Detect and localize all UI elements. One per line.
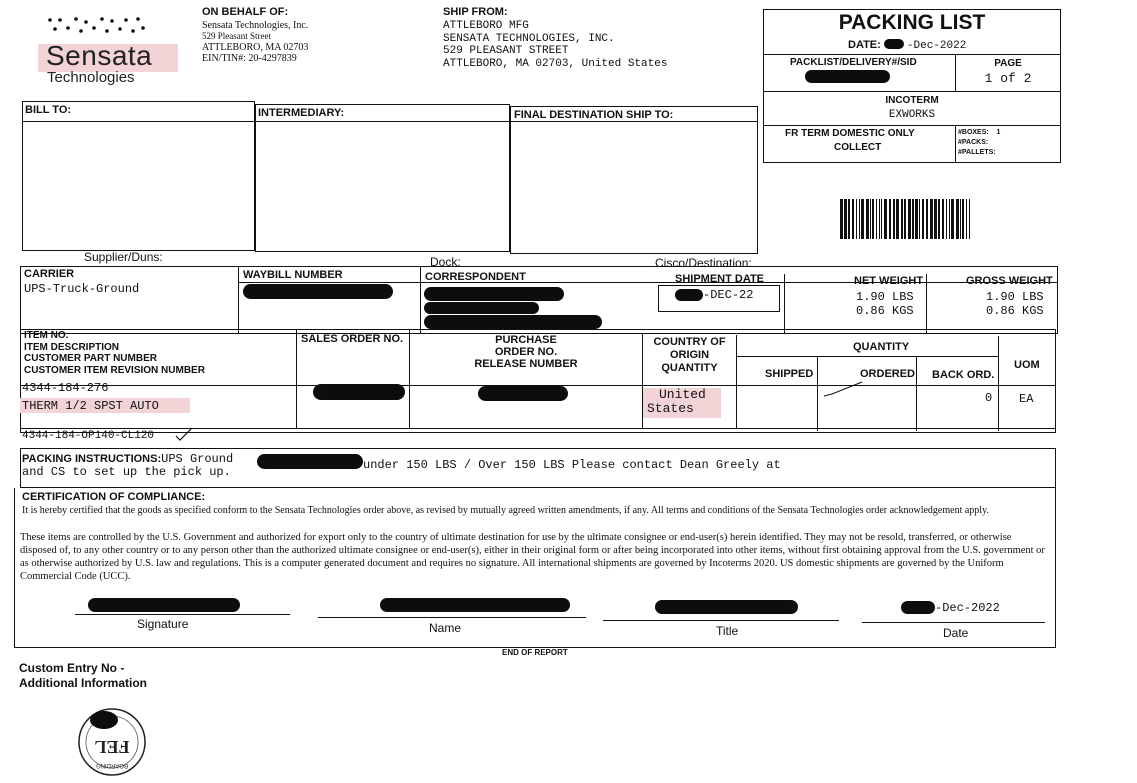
packing-list-title: PACKING LIST xyxy=(838,11,986,34)
shipped-header: SHIPPED xyxy=(765,368,814,380)
barcode-bar xyxy=(912,199,914,239)
svg-text:BOARDING: BOARDING xyxy=(95,762,129,768)
back-ord-value: 0 xyxy=(985,391,993,405)
divider xyxy=(763,91,1061,92)
barcode-bar xyxy=(889,199,891,239)
country-header xyxy=(643,336,736,375)
divider xyxy=(736,335,737,429)
bill-to-box xyxy=(22,101,255,251)
intermediary-label: INTERMEDIARY: xyxy=(258,107,345,119)
purchase-header-2: ORDER NO. xyxy=(494,346,558,358)
cust-rev-header: CUSTOMER ITEM REVISION NUMBER xyxy=(24,364,205,376)
gross-lbs: 1.90 LBS xyxy=(986,290,1044,304)
barcode-bar xyxy=(915,199,918,239)
barcode-bar xyxy=(938,199,940,239)
title-line xyxy=(603,620,839,621)
incoterm-value: EXWORKS xyxy=(888,109,936,121)
divider xyxy=(22,121,758,122)
page-value: 1 of 2 xyxy=(984,71,1032,86)
certification-title: CERTIFICATION OF COMPLIANCE: xyxy=(22,491,206,503)
title-label: Title xyxy=(716,624,739,638)
divider xyxy=(916,356,917,431)
boxes-label: #BOXES: xyxy=(958,129,989,136)
purchase-header-3: RELEASE NUMBER xyxy=(474,358,578,370)
ship-from-line: 529 PLEASANT STREET xyxy=(443,45,569,57)
item-desc-header: ITEM DESCRIPTION xyxy=(24,341,120,353)
packs-label: #PACKS: xyxy=(958,139,989,146)
packing-line1-rest: under 150 LBS / Over 150 LBS Please contact Dean Greely at xyxy=(363,458,781,472)
barcode-bar xyxy=(852,199,854,239)
packing-line2: and CS to set up the pick up. xyxy=(22,465,231,479)
barcode-bar xyxy=(848,199,850,239)
barcode-bar xyxy=(856,199,857,239)
end-of-report: END OF REPORT xyxy=(502,648,568,657)
signature-label: Signature xyxy=(137,617,189,631)
name-label: Name xyxy=(429,621,462,635)
divider xyxy=(763,125,1061,126)
divider xyxy=(998,336,999,431)
gross-kgs: 0.86 KGS xyxy=(986,304,1044,318)
cust-part-header: CUSTOMER PART NUMBER xyxy=(24,353,157,364)
on-behalf-line: Sensata Technologies, Inc. xyxy=(202,20,309,31)
gross-weight-label: GROSS WEIGHT xyxy=(966,275,1053,287)
svg-text:FEL: FEL xyxy=(94,737,130,757)
quantity-header: QUANTITY xyxy=(853,341,910,353)
on-behalf-line: ATTLEBORO, MA 02703 xyxy=(202,42,309,53)
item-no-header: ITEM NO. xyxy=(24,330,69,341)
purchase-header xyxy=(410,334,642,370)
country-value-2: States xyxy=(647,401,694,416)
supplier-duns-label: Supplier/Duns: xyxy=(84,250,163,264)
certification-para2: These items are controlled by the U.S. Government and authorized for export only to the country of ultimate destination for use by the ultimate consignee or end-user(s) herein identified. They may not be resold, transferred, or otherwise disposed of, to any other country or to any person other than the authorized ultimate consignee or end-user(s), either in their original form or after being incorporated into other items, without first obtaining approval from the U.S. government or as otherwise authorized by U.S. law and regulations. This is a computer generated document and requires no signature. All international shipments are governed by Incoterms 2020. US domestic shipments are governed by the Uniform Commercial Code (UCC). xyxy=(20,532,1045,582)
divider xyxy=(817,356,818,431)
barcode-bar xyxy=(946,199,947,239)
barcode-bar xyxy=(966,199,967,239)
checkmark-icon xyxy=(822,380,864,405)
barcode-bar xyxy=(901,199,903,239)
barcode-bar xyxy=(876,199,877,239)
on-behalf-label: ON BEHALF OF: xyxy=(202,6,289,18)
redaction xyxy=(424,287,564,301)
redaction xyxy=(424,315,602,329)
barcode-bar xyxy=(930,199,933,239)
on-behalf-line: EIN/TIN#: 20-4297839 xyxy=(202,53,297,64)
barcode-bar xyxy=(904,199,906,239)
net-kgs: 0.86 KGS xyxy=(856,304,914,318)
on-behalf-address xyxy=(202,20,308,64)
logo-name: Sensata xyxy=(46,40,153,71)
ship-from-line: ATTLEBORO, MA 02703, United States xyxy=(443,57,668,70)
redaction xyxy=(88,598,240,612)
redaction xyxy=(478,386,568,401)
barcode-bar xyxy=(956,199,959,239)
box-counts xyxy=(958,128,1000,158)
custom-entry-label: Custom Entry No - xyxy=(19,661,125,675)
logo-dots xyxy=(46,15,146,37)
divider xyxy=(238,266,239,334)
packlist-label: PACKLIST/DELIVERY#/SID xyxy=(790,57,917,68)
date-line xyxy=(848,38,966,52)
packing-line1 xyxy=(22,451,233,466)
redaction xyxy=(675,289,703,301)
ship-from-line: ATTLEBORO MFG xyxy=(443,20,529,32)
intermediary-box xyxy=(255,104,510,252)
barcode-bar xyxy=(922,199,924,239)
redaction xyxy=(655,600,798,614)
ship-from-line: SENSATA TECHNOLOGIES, INC. xyxy=(443,32,615,45)
barcode-bar xyxy=(949,199,950,239)
net-lbs: 1.90 LBS xyxy=(856,290,914,304)
divider xyxy=(926,274,927,334)
country-header-1: COUNTRY OF xyxy=(653,336,726,348)
barcode-bar xyxy=(866,199,869,239)
uom-value: EA xyxy=(1019,392,1034,406)
redaction xyxy=(424,302,539,314)
fr-term-line1: FR TERM DOMESTIC ONLY xyxy=(785,128,915,139)
country-header-2: ORIGIN xyxy=(669,349,710,361)
logo-sub: Technologies xyxy=(47,69,135,86)
carrier-label: CARRIER xyxy=(24,268,75,280)
ship-from-address xyxy=(443,20,667,70)
date-line-sign xyxy=(862,622,1045,623)
barcode-bar xyxy=(926,199,928,239)
date-value: -Dec-2022 xyxy=(906,40,967,52)
barcode xyxy=(838,199,974,239)
barcode-bar xyxy=(934,199,937,239)
boxes-value: 1 xyxy=(996,129,1001,136)
cisco-dest-label: Cisco/Destination: xyxy=(655,256,752,270)
carrier-value: UPS-Truck-Ground xyxy=(24,282,140,296)
redaction xyxy=(805,70,890,83)
country-header-3: QUANTITY xyxy=(661,362,718,374)
ship-date-value: -DEC-22 xyxy=(703,288,754,302)
back-ord-header: BACK ORD. xyxy=(932,369,995,381)
name-line xyxy=(318,617,586,618)
redaction xyxy=(313,384,405,400)
redaction xyxy=(257,454,363,469)
divider xyxy=(238,282,1058,283)
item-no-value: 4344-184-276 xyxy=(22,381,109,395)
redaction xyxy=(884,39,904,49)
barcode-bar xyxy=(893,199,895,239)
redaction xyxy=(901,601,935,614)
barcode-bar xyxy=(969,199,970,239)
country-value-1: United xyxy=(659,387,706,402)
ship-from-label: SHIP FROM: xyxy=(443,6,508,18)
divider xyxy=(420,266,421,334)
final-dest-label: FINAL DESTINATION SHIP TO: xyxy=(514,109,674,121)
purchase-header-1: PURCHASE xyxy=(495,334,557,346)
barcode-bar xyxy=(942,199,944,239)
barcode-bar xyxy=(881,199,882,239)
barcode-bar xyxy=(859,199,860,239)
ship-date-label: SHIPMENT DATE xyxy=(675,273,765,285)
net-weight-label: NET WEIGHT xyxy=(854,275,924,287)
country-value xyxy=(647,388,706,416)
divider xyxy=(955,125,956,163)
divider xyxy=(736,356,998,357)
item-description: THERM 1/2 SPST AUTO xyxy=(22,399,159,413)
barcode-bar xyxy=(919,199,920,239)
inspection-stamp xyxy=(74,704,150,778)
divider xyxy=(784,274,785,334)
additional-info-label: Additional Information xyxy=(19,676,147,690)
divider xyxy=(763,54,1061,55)
dock-label: Dock: xyxy=(430,255,461,269)
correspondent-label: CORRESPONDENT xyxy=(425,271,526,283)
packing-label: PACKING INSTRUCTIONS: xyxy=(22,453,162,465)
final-dest-box xyxy=(510,106,758,254)
fr-term-line2: COLLECT xyxy=(834,142,882,153)
date-label: DATE: xyxy=(848,39,881,51)
pallets-label: #PALLETS: xyxy=(958,149,996,156)
customer-part-value: 4344-184-OP140-CL120 xyxy=(22,430,155,442)
ordered-header: ORDERED xyxy=(860,368,916,380)
packing-carrier: UPS Ground xyxy=(161,452,234,466)
barcode-bar xyxy=(870,199,871,239)
barcode-bar xyxy=(861,199,864,239)
barcode-bar xyxy=(951,199,954,239)
bill-to-label: BILL TO: xyxy=(25,104,72,116)
on-behalf-line: 529 Pleasant Street xyxy=(202,31,271,41)
uom-header: UOM xyxy=(1014,359,1040,371)
barcode-bar xyxy=(879,199,880,239)
incoterm-label: INCOTERM xyxy=(885,95,939,106)
date-label-sign: Date xyxy=(943,626,969,640)
checkmark-icon xyxy=(174,426,194,447)
barcode-bar xyxy=(884,199,887,239)
signature-line xyxy=(75,614,290,615)
certification-date: -Dec-2022 xyxy=(935,601,1000,615)
barcode-bar xyxy=(908,199,911,239)
divider xyxy=(296,329,297,429)
barcode-bar xyxy=(896,199,899,239)
certification-para1: It is hereby certified that the goods as specified conform to the Sensata Technologies order above, as revised by mutually agreed written amendments, if any. All terms and conditions of the Sensata Technologies order acknowledgement apply. xyxy=(22,505,989,516)
item-header-left xyxy=(24,330,205,376)
barcode-bar xyxy=(872,199,874,239)
redaction xyxy=(380,598,570,612)
barcode-bar xyxy=(840,199,843,239)
page-label: PAGE xyxy=(994,58,1022,69)
sales-order-header: SALES ORDER NO. xyxy=(301,333,404,345)
waybill-label: WAYBILL NUMBER xyxy=(243,269,343,281)
redaction xyxy=(243,284,393,299)
barcode-bar xyxy=(962,199,964,239)
barcode-bar xyxy=(844,199,847,239)
barcode-bar xyxy=(960,199,961,239)
